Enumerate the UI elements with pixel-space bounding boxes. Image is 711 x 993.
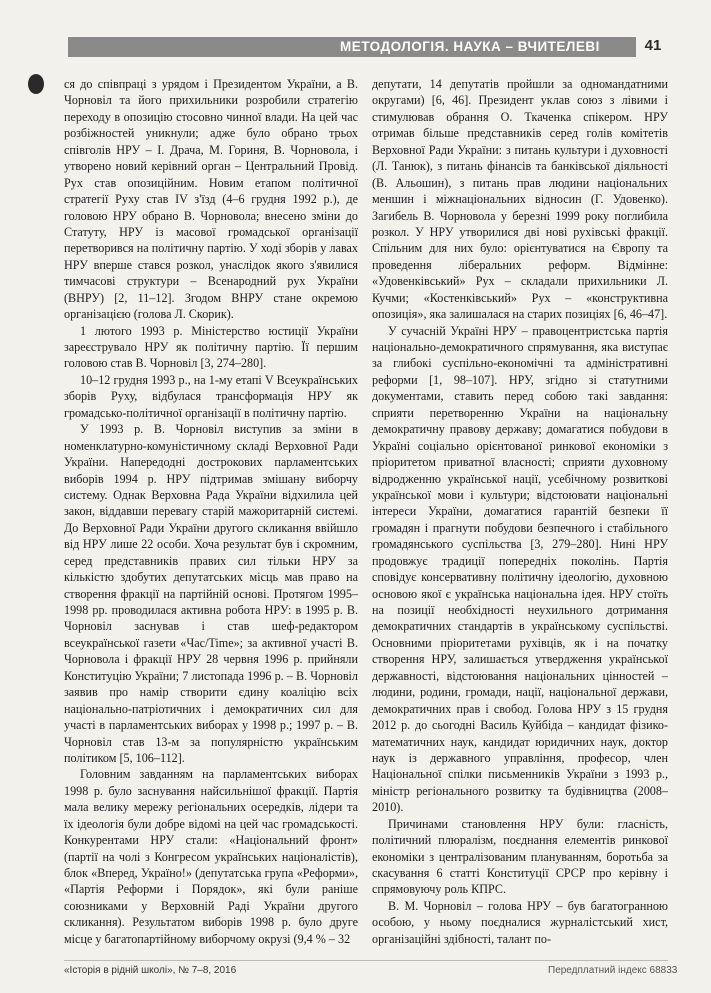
paragraph: Причинами становлення НРУ були: гласність, політичний плюралізм, поєднання елементів ринкової економіки з централізованим плануванням, боротьба за скасування 6 статті Конституції СРСР про керівну і спрямовуючу роль КПРС. — [372, 816, 668, 897]
journal-citation: «Історія в рідній школі», № 7–8, 2016 — [64, 965, 237, 976]
section-title: МЕТОДОЛОГІЯ. НАУКА – ВЧИТЕЛЕВІ — [340, 39, 600, 54]
paragraph: У 1993 р. В. Чорновіл виступив за зміни в номенклатурно-комуністичному складі Верховної Ради України. Напередодні дострокових парламентських виборів 1994 р. НРУ підтримав змішану виборчу систему. Однак Верховна Рада України відхилила цей закон, віддавши перевагу старій мажоритарній системі. До Верховної Ради України другого скликання ввійшло від НРУ лише 22 особи. Хоча результат був і скромним, серед представників правих сил тільки НРУ за кількістю здобутих депутатських місць мав право на створення фракції на партійній основі. Протягом 1995–1998 рр. проводилася активна робота НРУ: в 1995 р. В. Чорновіл заснував і став шеф-редактором всеукраїнської газети «Час/Time»; за активної участі В. Чорновола і фракції НРУ 28 червня 1996 р. прийняли Конституцію України; 7 листопада 1996 р. – В. Чорновіл заявив про намір створити єдину коаліцію всіх національно-патріотичних і демократичних сил для участі в парламентських виборах у 1998 р.; 1997 р. – В. Чорновіл став 13-м за популярністю українським політиком [5, 106–112]. — [64, 422, 358, 765]
paragraph: Головним завданням на парламентських виборах 1998 р. було заснування найсильнішої фракції. Партія мала велику мережу регіональних осередків, лідери та їх ідеологія були добре відомі на цей час громадськості. Конкурентами НРУ стали: «Національний фронт» (партії на чолі з Конгресом українських націоналістів), блок «Вперед, Україно!» (депутатська група «Реформи», «Партія Реформи і Порядок», які були раніше союзниками у Верховній Раді України другого скликання). Результатом виборів 1998 р. було друге місце у багатопартійному виборчому окрузі (9,4 % – 32 — [64, 767, 358, 946]
paragraph: депутати, 14 депутатів пройшли за одномандатними округами) [6, 46]. Президент уклав союз з лівими і стимулював обрання О. Ткаченка спікером. НРУ отримав більше представників серед голів комітетів Верховної Ради України: з питань культури і духовності (Л. Танюк), з питань фінансів та банківської діяльності (В. Альошин), з питань прав людини національних меншин і міжнаціональних відносин (Г. Удовенко). Загибель В. Чорновола у березні 1999 року поглибила розкол. У НРУ утворилися дві нові рухівські фракції. Спільним для них було: орієнтуватися на Європу та проведення ліберальних реформ. Відмінне: «Удовенківський» Рух – складали прихильники Л. Кучми; «Костенківський» Рух – «конструктивна опозиція», яка залишалася на старих позиціях [6, 46–47]. — [372, 77, 668, 322]
punch-hole-mark — [28, 74, 44, 94]
paragraph: 1 лютого 1993 р. Міністерство юстиції України зареєструвало НРУ як політичну партію. Її першим головою став В. Чорновіл [3, 274–280]. — [64, 323, 358, 371]
page-number: 41 — [644, 37, 662, 54]
paragraph: 10–12 грудня 1993 р., на 1-му етапі V Всеукраїнських зборів Руху, відбулася трансформація НРУ як громадсько-політичної організації в політичну партію. — [64, 372, 358, 420]
left-text-column — [64, 76, 358, 947]
right-text-column — [372, 76, 668, 947]
footer-divider — [64, 960, 668, 961]
paragraph: В. М. Чорновіл – голова НРУ – був багатогранною особою, у ньому поєдналися журналістський хист, організаційні здібності, талант по- — [372, 898, 668, 946]
paragraph: У сучасній Україні НРУ – правоцентристська партія національно-демократичного спрямування, яка виступає за глибокі суспільно-економічні та адміністративні реформи [1, 98–107]. НРУ, згідно зі статутними документами, ставить перед собою такі завдання: сприяти перетворенню України на національну демократичну правову державу; домагатися побудови в Україні соціально орієнтованої ринкової економіки з пріоритетом приватної власності; сприяти духовному відродженню української нації, усебічному розвиткові української мови і культури; відстоювати національні інтереси України, домагатися гарантій безпеки її громадян і прагнути побудови безпечного і стабільного громадянського суспільства [3, 279–280]. Нині НРУ продовжує традиції попередніх поколінь. Партія сповідує консервативну політичну ідеологію, духовною основою якої є українська національна ідея. НРУ стоїть на позиції необхідності неухильного дотримання демократичних стандартів в українському суспільстві. Основними пріоритетами рухівців, як і на початку створення НРУ, залишається утвердження української державності, відстоювання національних цінностей – людини, родини, громади, нації, національної держави, демократичних прав і свобод. Голова НРУ з 15 грудня 2012 р. до сьогодні Василь Куйбіда – кандидат фізико-математичних наук, кандидат юридичних наук, доктор наук із державного управління, професор, член Національної спілки письменників України з 1993 р., міністр регіонального розвитку та будівництва (2008–2010). — [372, 323, 668, 815]
subscription-index: Передплатний індекс 68833 — [548, 965, 678, 976]
paragraph: ся до співпраці з урядом і Президентом України, а В. Чорновіл та його прихильники розробили стратегію переходу в опозицію стосовно чинної влади. На цей час розбіжностей уникнули; адже було обрано трьох співголів НРУ – І. Драча, М. Гориня, В. Чорновола, і утворено новий керівний орган – Центральний Провід. Рух став опозиційним. Новим етапом політичної стратегії Руху став IV з'їзд (4–6 грудня 1992 р.), де головою НРУ обрано В. Чорновола; внесено зміни до Статуту, НРУ із масової громадської організації перетворився на політичну партію. У ході зборів у лавах НРУ вперше стався розкол, унаслідок якого з'явилися тимчасові структури – Всенародний рух України (ВНРУ) [2, 11–12]. Згодом ВНРУ стане окремою організацією (голова Л. Скорик). — [64, 77, 358, 322]
